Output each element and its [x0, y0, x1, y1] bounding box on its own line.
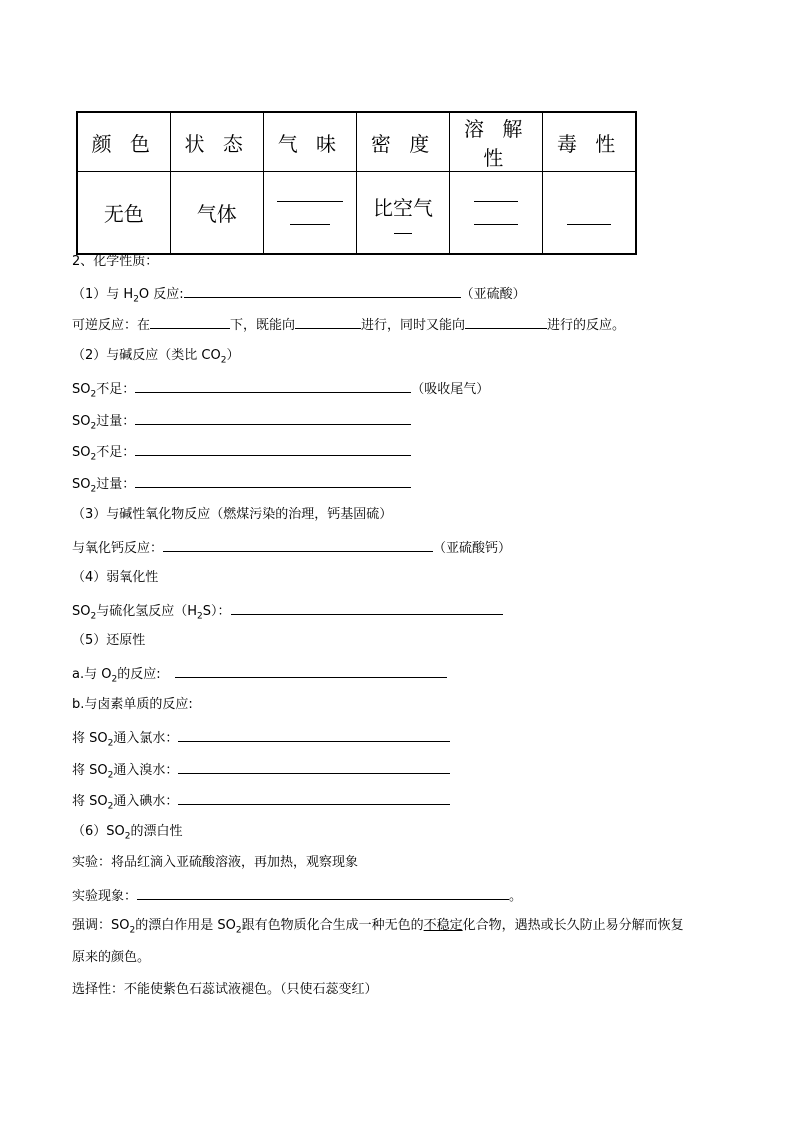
solubility-blank-1[interactable]	[474, 201, 518, 202]
reversible-blank-2[interactable]	[295, 314, 361, 329]
item2-line: （2）与碱反应（类比 $CO_2$）	[72, 348, 240, 366]
reversible-blank-3[interactable]	[465, 314, 547, 329]
item4-line: （4）弱氧化性	[72, 570, 159, 585]
value-solubility-cell	[450, 172, 543, 255]
so2-line-2: $SO_2$过量：	[72, 410, 411, 432]
solubility-blank-2[interactable]	[474, 224, 518, 225]
so2-line-3: $SO_2$不足：	[72, 441, 411, 463]
header-density: 密 度	[356, 112, 449, 172]
value-toxicity-cell	[543, 172, 636, 255]
so2-line-4: $SO_2$过量：	[72, 473, 411, 495]
table-value-row	[77, 172, 636, 255]
item5-line: （5）还原性	[72, 633, 146, 648]
cao-line: 与氧化钙反应： （亚硫酸钙）	[72, 537, 511, 559]
item1-blank[interactable]	[184, 283, 461, 298]
halogen-line-i: 将 $SO_2$通入碘水：	[72, 790, 450, 812]
header-odor: 气 味	[263, 112, 356, 172]
emphasis-line-2: 原来的颜色。	[72, 950, 151, 965]
so2-line-1: $SO_2$不足： （吸收尾气）	[72, 378, 489, 400]
phenomenon-line: 实验现象： 。	[72, 885, 522, 907]
reversible-blank-1[interactable]	[150, 314, 230, 329]
value-odor-cell	[263, 172, 356, 255]
bromine-blank[interactable]	[178, 759, 450, 774]
so2-blank-2[interactable]	[135, 410, 411, 425]
so2-blank-3[interactable]	[135, 441, 411, 456]
item1-line: （1）与 $H_2O$ 反应: （亚硫酸）	[72, 283, 526, 305]
value-color: 无色	[77, 172, 170, 255]
reversible-line: 可逆反应：在 下，既能向 进行，同时又能向 进行的反应。	[72, 314, 625, 336]
selectivity-line: 选择性：不能使紫色石蕊试液褪色。（只使石蕊变红）	[72, 982, 378, 997]
header-solubility: 溶 解 性	[450, 112, 543, 172]
physical-properties-table	[76, 111, 637, 255]
phenomenon-blank[interactable]	[137, 885, 509, 900]
so2-blank-4[interactable]	[135, 473, 411, 488]
odor-blank-2[interactable]	[290, 224, 330, 225]
odor-blank-1[interactable]	[277, 201, 343, 202]
table-header-row	[77, 112, 636, 172]
emphasis-line-1: 强调：$SO_2$的漂白作用是 $SO_2$跟有色物质化合生成一种无色的不稳定化合物，遇热或长久防止易分解而恢复	[72, 918, 684, 936]
density-prefix: 比空气	[373, 195, 434, 220]
o2-line: a.与 $O_2$的反应:	[72, 663, 447, 685]
density-blank[interactable]	[394, 233, 412, 234]
header-state: 状 态	[170, 112, 263, 172]
halogen-line-br: 将 $SO_2$通入溴水：	[72, 759, 450, 781]
item3-line: （3）与碱性氧化物反应（燃煤污染的治理，钙基固硫）	[72, 507, 393, 522]
experiment-line: 实验：将品红滴入亚硫酸溶液，再加热，观察现象	[72, 855, 359, 870]
h2s-line: $SO_2$与硫化氢反应$(H_2S)$：	[72, 600, 503, 622]
h2s-blank[interactable]	[231, 600, 503, 615]
value-density-cell	[356, 172, 449, 255]
header-toxicity: 毒 性	[543, 112, 636, 172]
item6-line: $(6)SO_2$的漂白性	[72, 824, 183, 842]
chlorine-blank[interactable]	[178, 727, 450, 742]
so2-blank-1[interactable]	[135, 378, 411, 393]
halogen-line-cl: 将 $SO_2$通入氯水：	[72, 727, 450, 749]
o2-blank[interactable]	[175, 663, 447, 678]
header-color: 颜 色	[77, 112, 170, 172]
unstable-underlined: 不稳定	[423, 918, 463, 933]
iodine-blank[interactable]	[178, 790, 450, 805]
value-state: 气体	[170, 172, 263, 255]
halogen-line: b.与卤素单质的反应:	[72, 697, 193, 712]
cao-blank[interactable]	[163, 537, 433, 552]
section2-title: 2、化学性质：	[72, 254, 159, 269]
toxicity-blank[interactable]	[567, 224, 611, 225]
item1-note: （亚硫酸）	[460, 287, 526, 302]
